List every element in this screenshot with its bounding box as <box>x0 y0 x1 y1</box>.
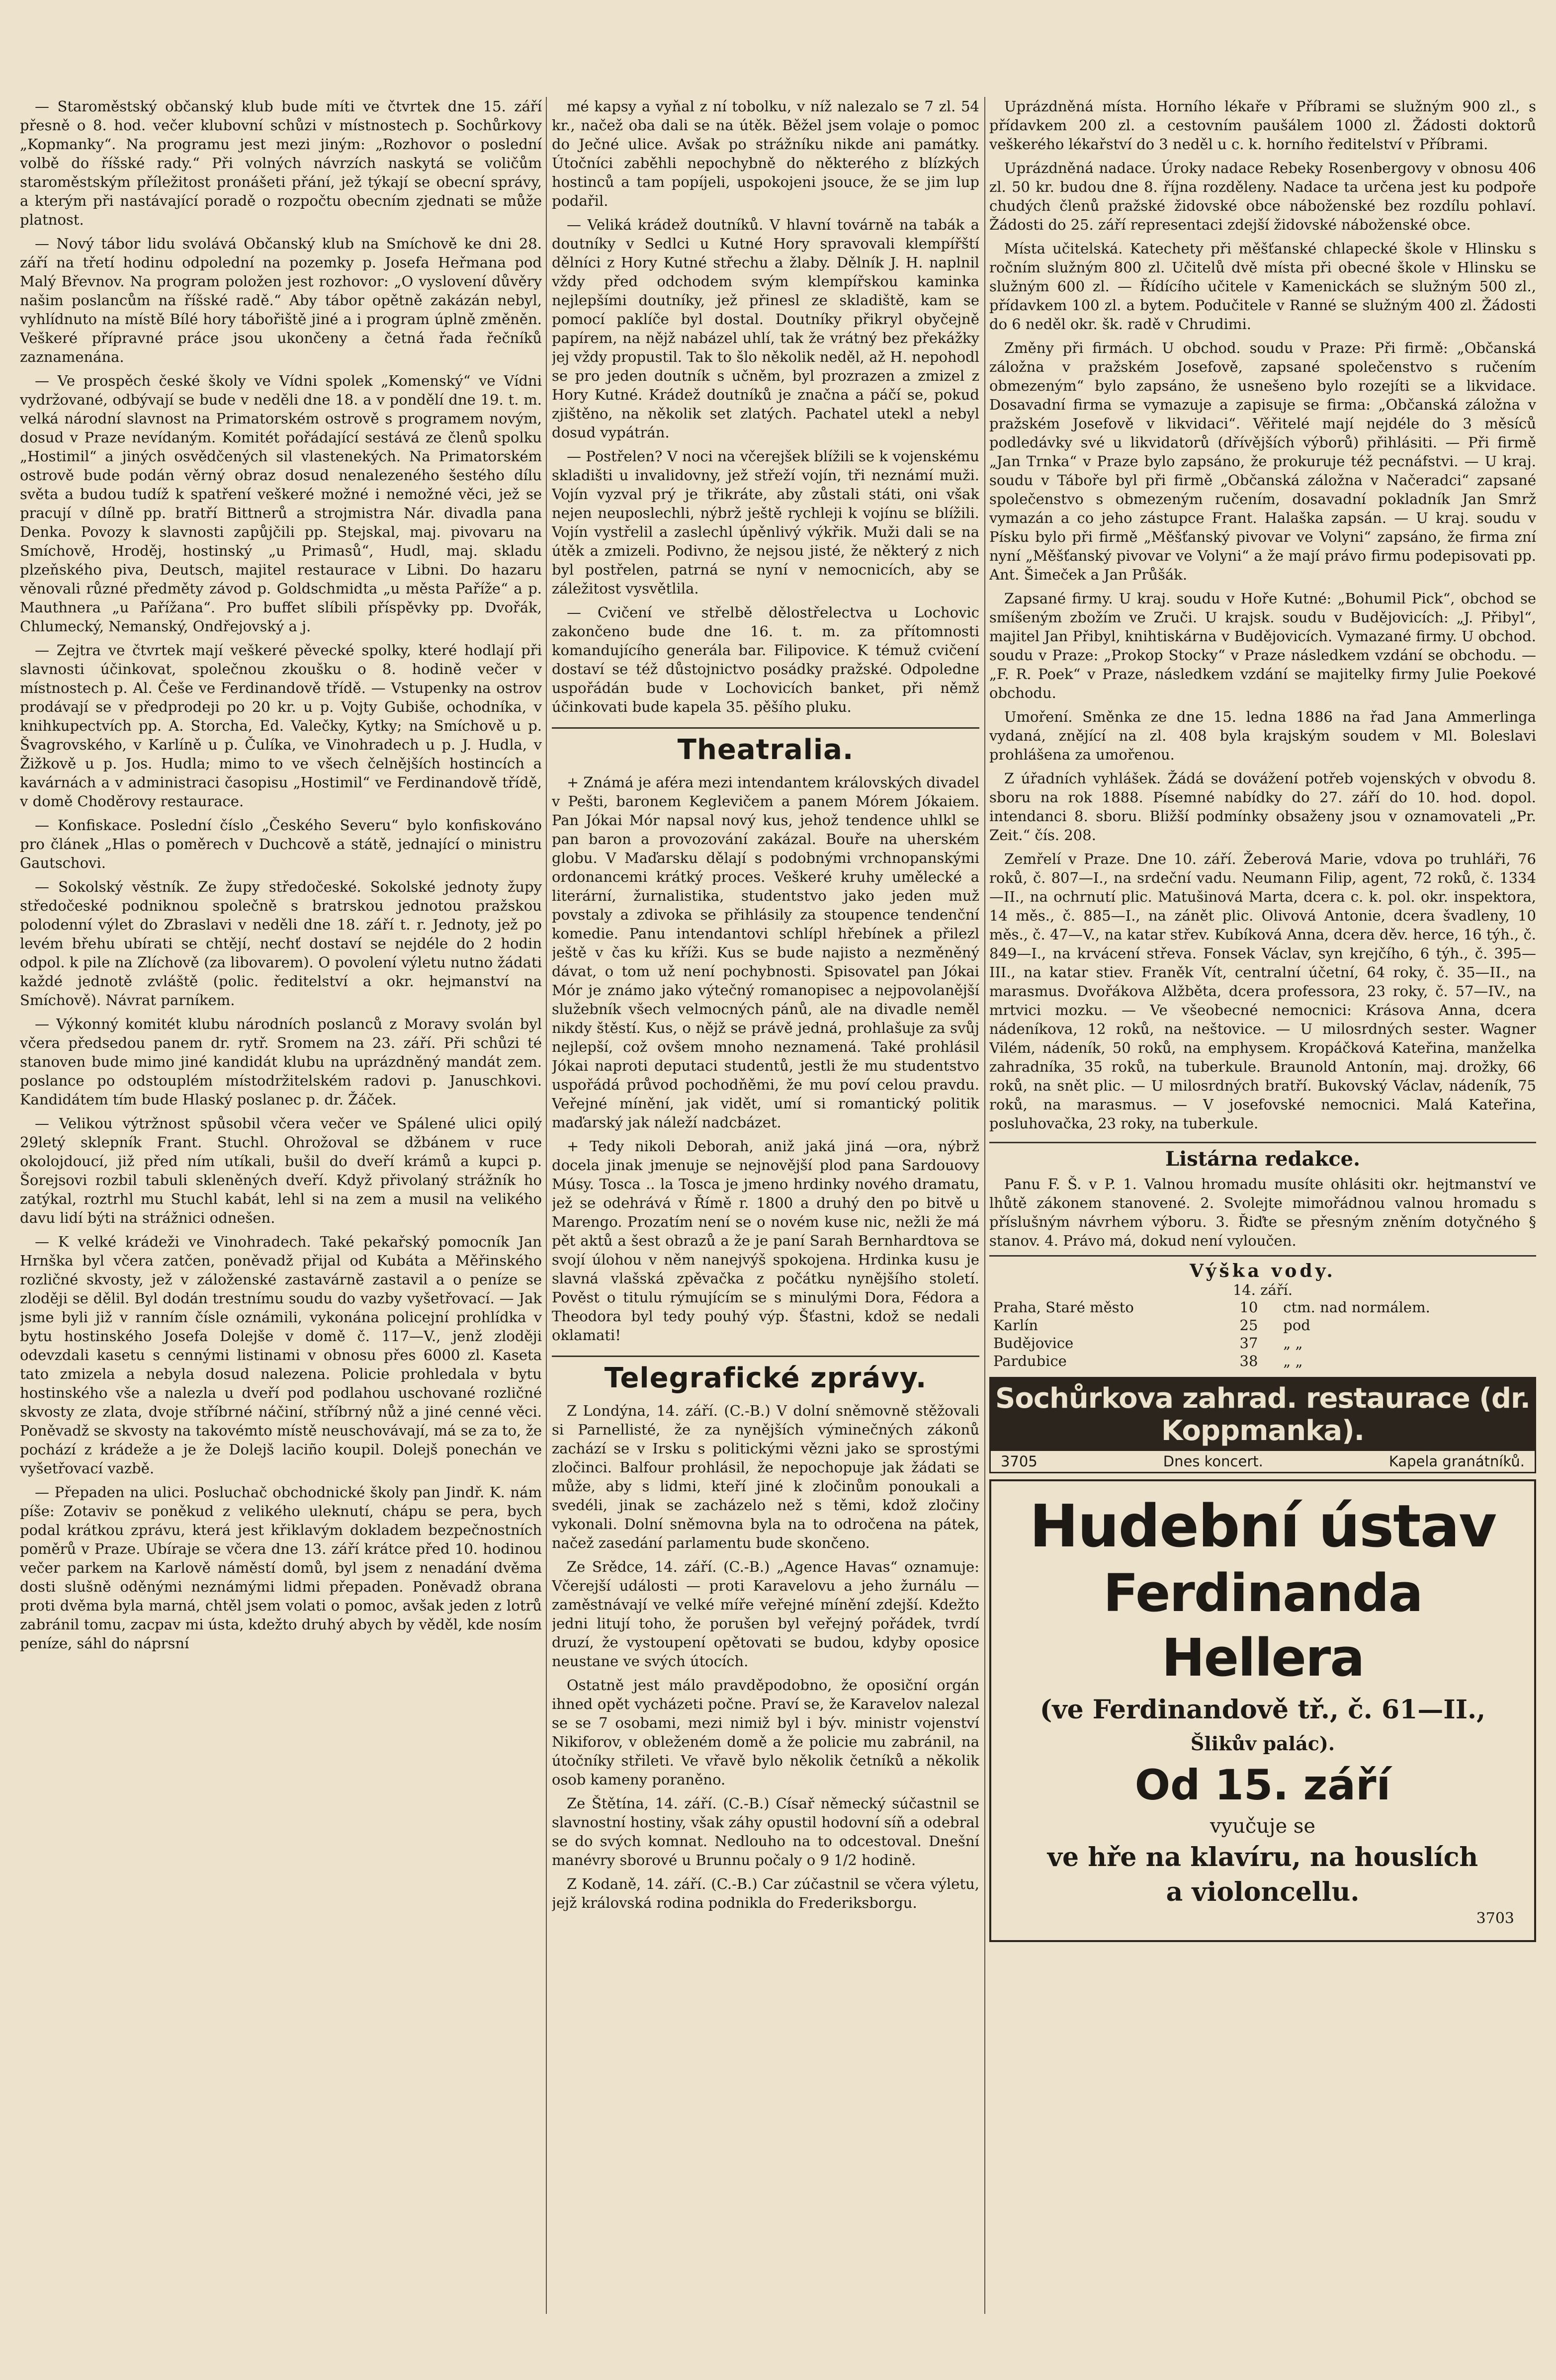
theatre-item: + Známá je aféra mezi intendantem královských divadel v Pešti, baronem Keglevičem a panem Mórem Jókaiem. Pan Jókai Mór napsal nový kus, jehož tendence uhlkl se pan baron a provozování zakázal. Bouře na uherském globu. V Maďarsku dělají s podobnými vrchnopanskými ordonancemi krátký proces. Veškeré kruhy umělecké a literární, žurnalistika, studentstvo jako jeden muž povstaly a zdivoka se přihlásily za stoupence tendenční komedie. Panu intendantovi schlípl hřebínek a přilezl ještě v čas ku kříži. Kus se bude najisto a nezměněný dávat, o tom už není pochybnosti. Spisovatel pan Jókai Mór je známo jako výtečný romanopisec a nejpovolanější služebník všech velmocných pánů, ale na divadle neměl nikdy štěstí. Kus, o nějž se právě jedná, prohlašuje za svůj nejlepší, což ovšem mnoho neznamená. Také prohlásil Jókai naproti deputaci studentů, jestli že mu studentstvo uspořádá průvod pochodňěmi, že mu poví celou pravdu. Veřejné mínění, jak vidět, umí si romantický politik maďarský jak náleží nadcbázet. <box>552 774 979 1131</box>
column-rule <box>546 97 547 2314</box>
water-level-table <box>989 1298 1536 1370</box>
news-item: — Konfiskace. Poslední číslo „Českého Severu“ bylo konfiskováno pro článek „Hlas o poměrech v Duchcově a státě, jednající o ministru Gautschovi. <box>20 817 542 871</box>
table-row <box>989 1316 1536 1334</box>
advert-name: Ferdinanda Hellera <box>1103 1563 1422 1688</box>
advert-address: (ve Ferdinandově tř., č. 61—II., <box>1039 1695 1486 1725</box>
water-value: 38 <box>1239 1353 1258 1369</box>
news-item: — Ve prospěch české školy ve Vídni spolek „Komenský“ ve Vídni vydržované, odbývají se bude v neděli dne 18. a v pondělí dne 19. t. m. velká národní slavnost na Primatorském ostrově s programem novým, dosud v Praze nevídaným. Komitét pořádající sestává ze členů spolku „Hostimil“ a jiných osvědčených sil vlastenekých. Na Primatorském ostrově bude podán věrný obraz dosud nenalezeného šestého dílu světa a budou tudíž k spatření veškeré možné i nemožné věci, jež se pracují v dílně pp. bratří Bittnerů a strojmistra Nár. divadla pana Denka. Povozy k slavnosti zapůjčili pp. Stejskal, maj. pivovaru na Smíchově, Hroděj, hostinský „u Primasů“, Hudl, maj. skladu plzeňského piva, Deutsch, majitel restaurace v Libni. Do hazaru věnovali různé předměty závod p. Goldschmidta „u města Paříže“ a p. Mauthnera „u Pařížana“. Pro buffet slíbili příspěvky pp. Dvořák, Chlumecký, Nemanský, Ondřejovský a j. <box>20 372 542 635</box>
advert-headline: Hudební ústav <box>1029 1492 1496 1560</box>
advert-number: 3705 <box>1001 1453 1037 1470</box>
news-item: — Cvičení ve střelbě dělostřelectva u Lochovic zakončeno bude dne 16. t. m. za přítomnosti komandujícího generála bar. Filipovice. K témuž cvičení dostaví se též důstojnictvo posádky pražské. Odpoledne uspořádán bude v Lochovicích banket, při němž účinkovati bude kapela 35. pěšího pluku. <box>552 604 979 715</box>
notice-item: Uprázdněná nadace. Úroky nadace Rebeky Rosenbergovy v obnosu 406 zl. 50 kr. budou dne 8. října rozděleny. Nadace ta určena jest ku podpoře chudých členů pražské židovské obce náboženské bez rozdílu pohlaví. Žádosti do 25. září representaci zdejší židovské náboženské obce. <box>989 160 1536 233</box>
news-item: — Sokolský věstník. Ze župy středočeské. Sokolské jednoty župy středočeské podniknou společně s bratrskou jednotou pražskou polodenní výlet do Zbraslavi v neděli dne 18. září t. r. Jednoty, jež po levém břehu ubírati se chtějí, nechť dostaví se nejdéle do 2 hodin odpol. k pile na Zlíchově (za libovarem). O povolení výletu nutno žádati každé jednotě zvláště (polic. ředitelství a okr. hejmanství na Smíchově). Návrat parníkem. <box>20 878 542 1009</box>
column-1 <box>20 97 542 1658</box>
music-school-advert <box>989 1479 1536 1942</box>
column-3 <box>989 97 1536 1942</box>
section-heading-listarna: Listárna redakce. <box>989 1142 1536 1171</box>
news-item: — Zejtra ve čtvrtek mají veškeré pěvecké spolky, které hodlají při slavnosti účinkovat, společnou zkoušku o 8. hodině večer v místnostech p. Al. Češe ve Ferdinandově třídě. — Vstupenky na ostrov prodávají se v předprodeji po 20 kr. u p. Vojty Gubiše, ochodníka, v knihkupectvích pp. A. Storcha, Ed. Valečky, Kytky; na Smíchově u p. Švagrovského, v Karlíně u p. Čulíka, ve Vinohradech u p. J. Hudla, v Žižkově u p. Jos. Hudla; mimo to ve všech čelnějších hostincích a kavárnách a v administraci časopisu „Hostimil“ ve Ferdinandově třídě, v domě Choděrovy restaurace. <box>20 642 542 810</box>
notice-item: Umoření. Směnka ze dne 15. ledna 1886 na řad Jana Ammerlinga vydaná, znějící na zl. 408 byla krajským soudem v Ml. Boleslavi prohlášena za umořenou. <box>989 708 1536 763</box>
advert-teaching: vyučuje se <box>1210 1815 1316 1838</box>
news-item: — K velké krádeži ve Vinohradech. Také pekařský pomocník Jan Hrnška byl včera zatčen, poněvadž přijal od Kubáta a Měřinského rozličné skvosty, jež v záloženské zastavárně zastavil a o peníze se zloději se dělil. Byl dodán trestnímu soudu do vazby vyšetřovací. — Jak jsme byli již v ranním čísle oznámili, vykonána policejní prohlídka v bytu hostinského Josefa Dolejše v domě č. 117—V., jenž zloději odevzdali kasetu s cennými listinami v obnosu přes 6000 zl. Kaseta tato zmizela a nebyla dosud nalezena. Policie prohledala v bytu hostinského vše a nalezla u dveří pod podlahou uschované rozličné skvosty ze zlata, dvoje stříbrné náčiní, stříbrný nůž a jiné cenné věci. Poněvadž se skvosty na takovémto místě neuschovávají, má se za to, že pochází z krádeže a je že Dolejš laciño koupil. Dolejš ponechán ve vyšetřovací vazbě. <box>20 1233 542 1477</box>
table-row <box>989 1298 1536 1316</box>
notice-item: Z úřadních vyhlášek. Žádá se dovážení potřeb vojenských v obvodu 8. sboru na rok 1888. Písemné nabídky do 27. září do 10. hod. dopol. intendanci 8. sboru. Bližší podmínky obsaženy jsou v oznamovateli „Pr. Zeit.“ čís. 208. <box>989 770 1536 844</box>
news-item: mé kapsy a vyňal z ní tobolku, v níž nalezalo se 7 zl. 54 kr., načež oba dali se na útěk. Běžel jsem volaje o pomoc do Ječné ulice. Avšak po strážníku nikde ani památky. Útočníci zaběhli nepochybně do některého z blízkých hostinců a tam popíjeli, uspokojeni jsouce, že se jim lup podařil. <box>552 98 979 209</box>
advert-number: 3703 <box>1476 1910 1514 1927</box>
listarna-text: Panu F. Š. v P. 1. Valnou hromadu musíte ohlásiti okr. hejtmanství ve lhůtě zákonem stanovené. 2. Svolejte mimořádnou valnou hromadu s příslušným návrhem výboru. 3. Řiďte se přesným zněním dotyčného § stanov. 4. Právo má, dokud není vyloučen. <box>989 1176 1536 1249</box>
restaurant-advert <box>989 1377 1536 1473</box>
water-note: „ „ <box>1283 1335 1303 1352</box>
water-value: 10 <box>1239 1299 1258 1316</box>
section-heading-theatralia: Theatralia. <box>552 727 979 766</box>
table-row <box>989 1352 1536 1370</box>
advert-concert: Dnes koncert. <box>1163 1453 1263 1470</box>
advert-palace: Šlikův palác). <box>1190 1732 1335 1755</box>
notice-item: Zemřelí v Praze. Dne 10. září. Žeberová Marie, vdova po truhláři, 76 roků, č. 807—I., na srdeční vadu. Neumann Filip, agent, 72 roků, č. 1334—II., na ochrnutí plic. Matušinová Marta, dcera c. k. pol. okr. inspektora, 14 měs., č. 885—I., na zánět plic. Olivová Antonie, dcera švadleny, 10 měs., č. 47—V., na katar střev. Kubíková Anna, dcera děv. herce, 16 týh., č. 849—I., na krvácení střeva. Fonsek Václav, syn krejčího, 6 týh., č. 395—III., na katar stiev. Franěk Vít, centralní účetní, 64 roky, č. 35—II., na marasmus. Dvořákova Alžběta, dcera professora, 23 roky, č. 57—IV., na mrtvici mozku. — Ve všeobecné nemocnici: Krásova Anna, dcera nádeníkova, 12 roků, na neštovice. — U milosrdných sester. Wagner Vilém, nádeník, 50 roků, na emphysem. Kropáčková Kateřina, manželka zahradníka, 35 roků, na tuberkule. Braunold Antonín, maj. drožky, 66 roků, na snět plic. — U milosrdných bratří. Bukovský Václav, nádeník, 75 roků, na marasmus. — V josefovské nemocnici. Malá Kateřina, posluhovačka, 23 roky, na tuberkule. <box>989 850 1536 1132</box>
water-level-date: 14. září. <box>1232 1281 1293 1298</box>
news-item: — Přepaden na ulici. Posluchač obchodnické školy pan Jindř. K. nám píše: Zotaviv se poněkud z velikého uleknutí, chápu se pera, bych podal krátkou zprávu, která jest křiklavým dokladem bezpečnostních poměrů v Praze. Ubíraje se včera dne 13. září krátce před 10. hodinou večer parkem na Karlově náměstí domů, byl jsem z nenadání dvěma dosti slušně oděnými neznámými lidmi přepaden. Poněvadž obrana proti dvěma byla marná, chtěl jsem volati o pomoc, avšak jeden z lotrů zabránil tomu, zacpav mi ústa, kdežto druhý abych by věděl, kde nosím peníze, sáhl do náprsní <box>20 1484 542 1652</box>
water-place: Pardubice <box>993 1353 1067 1369</box>
column-rule <box>984 97 985 2314</box>
water-note: pod <box>1283 1317 1310 1334</box>
news-item: — Postřelen? V noci na včerejšek blížili se k vojenskému skladišti u invalidovny, jež střeží vojín, tři neznámí muži. Vojín vyzval prý je třikráte, aby zůstali státi, oni však nejen neuposlechli, nýbrž ještě rychleji k vojínu se blížili. Vojín vystřelil a zaslechl úpěnlivý výkřik. Muži dali se na útěk a zmizeli. Podivno, že nejsou jisté, že některý z nich byl postřelen, patrná se nyní v nemocnicích, aby se záležitost vysvětlila. <box>552 448 979 597</box>
telegraph-item: Ostatně jest málo pravděpodobno, že oposiční orgán ihned opět vycházeti počne. Praví se, že Karavelov nalezal se se 7 osobami, mezi nimiž byl i býv. ministr vojenství Nikiforov, v obleženém domě a že policie mu zabránil, na útočníky střileti. Ve vřavě bylo několik četníků a několik osob kameny poraněno. <box>552 1677 979 1788</box>
water-note: ctm. nad normálem. <box>1283 1299 1430 1316</box>
telegraph-item: Ze Srědce, 14. září. (C.-B.) „Agence Havas“ oznamuje: Včerejší události — proti Karavelovu a jeho žurnálu — zaměstnávají ve velké míře veřejné mínění zdejší. Kdežto jedni litují toho, že porušen byl veřejný pořádek, tvrdí druzí, že vystoupení opětovati se budou, kdyby oposice neustane ve svých útocích. <box>552 1558 979 1670</box>
advert-instruments-2: a violoncellu. <box>1166 1877 1360 1907</box>
advert-date: Od 15. září <box>1134 1761 1391 1809</box>
section-heading-telegraf: Telegrafické zprávy. <box>552 1356 979 1394</box>
telegraph-item: Ze Štětína, 14. září. (C.-B.) Císař německý súčastnil se slavnostní hostiny, však záhy opustil hodovní síň a odebral se do svých komnat. Nedlouho na to odcestoval. Dnešní manévry sborové u Brunnu počaly o 9 1/2 hodině. <box>552 1795 979 1869</box>
water-place: Praha, Staré město <box>993 1299 1134 1316</box>
advert-title: Sochůrkova zahrad. restaurace (dr. Koppmanka). <box>991 1378 1535 1451</box>
water-value: 25 <box>1239 1317 1258 1334</box>
table-row <box>989 1334 1536 1352</box>
notice-item: Uprázdněná místa. Horního lékaře v Příbrami se služným 900 zl., s přídavkem 200 zl. a cestovním paušálem 1000 zl. Žádosti doktorů veškerého lékařství do 3 neděl u c. k. horního ředitelství v Příbrami. <box>989 98 1536 153</box>
water-place: Budějovice <box>993 1335 1074 1352</box>
column-2 <box>552 97 979 1917</box>
notice-item: Místa učitelská. Katechety při měšťanské chlapecké škole v Hlinsku s ročním služným 800 zl. Učitelů dvě místa při obecné škole v Hlinsku se služným 600 zl. — Řídícího učitele v Kamenickách se služným 500 zl., přídavkem 100 zl. a bytem. Podučitele v Ranné se služným 400 zl. Žádosti do 6 neděl okr. šk. radě v Chrudimi. <box>989 240 1536 333</box>
theatre-item: + Tedy nikoli Deborah, aniž jaká jiná —ora, nýbrž docela jinak jmenuje se nejnovější plod pana Sardouovy Músy. Tosca .. la Tosca je jmeno hrdinky nového dramatu, jež se odehrává v Římě r. 1800 a druhý den po bitvě u Marengo. Prozatím není se o novém kuse nic, nežli že má pět aktů a šest obrazů a že je paní Sarah Bernhardtova se svojí úlohou v něm nanejvýš spokojena. Hrdinka kusu je slavná vlašská zpěvačka z počátku nynějšího století. Pověst o titulu rýmujícím se s minulými Dora, Fédora a Theodora byl tedy pouhý výp. Šťastni, kdož se nedali oklamati! <box>552 1138 979 1344</box>
news-item: — Staroměstský občanský klub bude míti ve čtvrtek dne 15. září přesně o 8. hod. večer klubovní schůzi v místnostech p. Sochůrkovy „Kopmanky“. Na programu jest mezi jiným: „Rozhovor o poslední volbě do říšské rady.“ Při volných návrzích naskytá se voličům staroměstským příležitost pronášeti přání, jež týkají se obecní správy, a kterým při nastávající poradě o rozpočtu obecním zjednati se může platnost. <box>20 98 542 228</box>
news-item: — Nový tábor lidu svolává Občanský klub na Smíchově ke dni 28. září na třetí hodinu odpolední na pozemky p. Josefa Heřmana pod Malý Břevnov. Na program položen jest rozhovor: „O vyslovení důvěry našim poslancům na říšské radě.“ Aby tábor opětně zakázán nebyl, vyhlídnuto na místě Bílé hory tábořiště jiné a i program úplně změněn. Veškeré přípravné práce jsou ukončeny a četná řada řečníků zaznamenána. <box>20 235 542 365</box>
advert-row <box>991 1451 1535 1472</box>
news-item: — Výkonný komitét klubu národních poslanců z Moravy svolán byl včera předsedou panem dr. rytř. Sromem na 23. září. Při schůzi té stanoven bude mimo jiné kandidát klubu na uprázdněný mandát zem. poslance po odstouplém místodržitelském radovi p. Januschkovi. Kandidátem tím bude Hlaský poslanec p. dr. Žáček. <box>20 1016 542 1108</box>
telegraph-item: Z Kodaně, 14. září. (C.-B.) Car zúčastnil se včera výletu, jejž královská rodina podnikla do Frederiksborgu. <box>552 1875 979 1911</box>
notice-item: Zapsané firmy. U kraj. soudu v Hoře Kutné: „Bohumil Pick“, obchod se smíšeným zbožím ve Zruči. U krajsk. soudu v Budějovicích: „J. Přibyl“, majitel Jan Přibyl, knihtiskárna v Budějovicích. Vymazané firmy. U obchod. soudu v Praze: „Prokop Stocky“ v Praze následkem vzdání se obchodu. — „F. R. Poek“ v Praze, následkem vzdání se majitelky firmy Julie Poekové obchodu. <box>989 590 1536 701</box>
news-item: — Veliká krádež doutníků. V hlavní továrně na tabák a doutníky v Sedlci u Kutné Hory spravovali klempířští dělníci z Hory Kutné střechu a žlaby. Dělník J. H. naplnil vždy před odchodem svým klempířskou kaminka nejlepšími doutníky, jež přinesl ze skladiště, kam se pomocí paklíče byl dostal. Doutníky přikryl obyčejně papírem, na nějž nabázel uhlí, tak že vrátný bez překážky jej vždy propustil. Tak to šlo několik neděl, až H. nepohodl se pro jeden doutník s učněm, byl prozrazen a zmizel z Hory Kutné. Krádež doutníků je značna a páčí se, pokud zjištěno, na několik set zlatých. Pachatel utekl a nebyl dosud vypátrán. <box>552 216 979 441</box>
water-value: 37 <box>1239 1335 1258 1352</box>
advert-band: Kapela granátníků. <box>1388 1453 1525 1470</box>
water-place: Karlín <box>993 1317 1038 1334</box>
news-item: — Velikou výtržnost spůsobil včera večer ve Spálené ulici opilý 29letý sklepník Frant. Stuchl. Ohrožoval se džbánem v ruce okolojdoucí, již před ním utíkali, bušil do dveří krámů a kupci p. Šorejsovi rozbil tabuli skleněných dveří. Když přivolaný strážník ho zatýkal, roztrhl mu Stuchl kabát, lehl si na zem a musil na velikého davu lidí býti na strážnici odnešen. <box>20 1115 542 1226</box>
notice-item: Změny při firmách. U obchod. soudu v Praze: Při firmě: „Občanská záložna v pražském Josefově, zapsané společenstvo s ručením obmezeným“ bylo zapsáno, že usnešeno bylo rozejíti se a likvidace. Dosavadní firma se vymazuje a zapisuje se firma: „Občanská záložna v pražském Josefově v likvidaci“. Věřitelé mají nejdéle do 3 měsíců podledávky své u likvidatorů (dřívějších výborů) přihlásiti. — Při firmě „Jan Trnka“ v Praze bylo zapsáno, že prokuruje též pecnáfstvi. — U kraj. soudu v Táboře byl při firmě „Občanská záložna v Načeradci“ zapsané společenstvo s obmezeným ručením, dosavadní pokladník Jan Smrž vymazán a co jeho zástupce Frant. Halaška zapsán. — U kraj. soudu v Písku bylo při firmě „Měšťanský pivovar ve Volyni“ zapsáno, že firma zní nyní „Měšťanský pivovar ve Volyni“ a že mají právo firmu podepisovati pp. Ant. Šimeček a Jan Průšák. <box>989 340 1536 583</box>
water-note: „ „ <box>1283 1353 1303 1369</box>
telegraph-item: Z Londýna, 14. září. (C.-B.) V dolní sněmovně stěžovali si Parnellisté, že za nynějších výminečných zákonů zachází se v Irsku s politickými vězni jako se sprostými zločinci. Balfour prohlásil, že nepochopuje jak žádati se může, aby s lidmi, kteří jiné k zločinům ponoukali a svedéli, jinak se zacházelo než s těmi, kdož zločiny vykonali. Dolní sněmovna byla na to odročena na pátek, načež zasedání parlamentu bude skončeno. <box>552 1402 979 1551</box>
advert-instruments: ve hře na klavíru, na houslích <box>1047 1842 1478 1872</box>
water-level-title: Výška vody. <box>989 1255 1536 1281</box>
